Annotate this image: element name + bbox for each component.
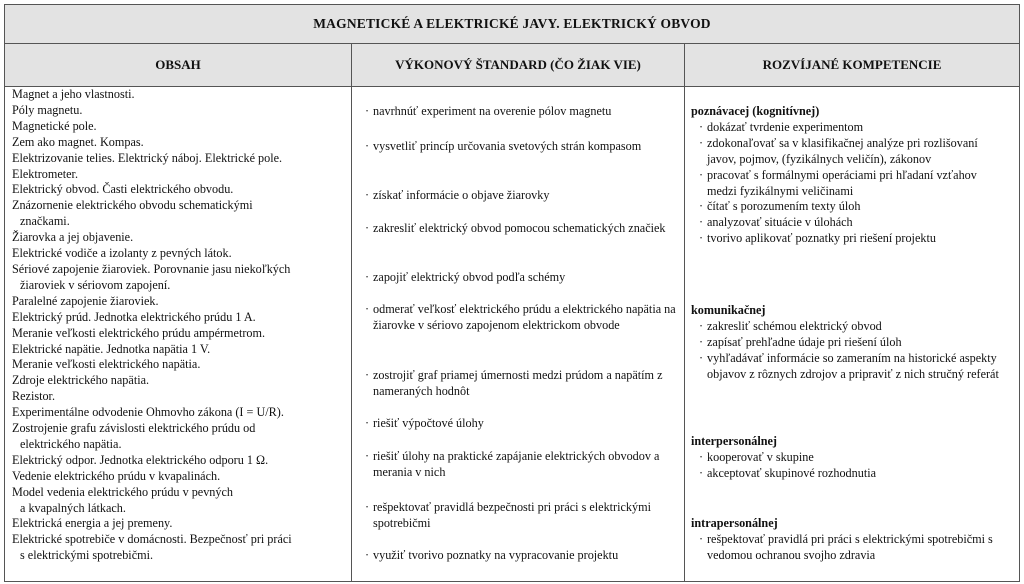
competence-item-text: kooperovať v skupine [707,449,814,464]
competence-group-title: intrapersonálnej [691,516,778,530]
standard-item [365,368,683,400]
standard-item [365,548,683,564]
competence-item [691,319,1009,335]
competence-item-text: zakresliť schémou elektrický obvod [707,318,882,333]
standard-item [365,188,683,204]
bullet-marker: · [365,188,370,202]
obsah-row: Znázornenie elektrického obvodu schematickými [12,198,253,213]
competence-group [691,434,1009,482]
bullet-marker: · [699,215,704,230]
obsah-row: Meranie veľkosti elektrického napätia. [12,357,201,372]
obsah-row: Zem ako magnet. Kompas. [12,134,144,149]
header-obsah: OBSAH [5,44,351,87]
obsah-row: Elektrická energia a jej premeny. [12,516,173,531]
competence-item [691,215,1009,231]
standard-item-text: navrhnúť experiment na overenie pólov magnetu [373,104,612,118]
obsah-row: žiaroviek v sériovom zapojení. [20,277,171,292]
bullet-marker: · [699,231,704,246]
standard-item [365,500,683,532]
standard-item [365,221,683,237]
standard-item [365,416,683,432]
competence-item [691,231,1009,247]
obsah-row: značkami. [20,214,70,229]
bullet-marker: · [365,500,370,514]
standard-item-text: zakresliť elektrický obvod pomocou schematických značiek [373,221,666,235]
standard-item-text: odmerať veľkosť elektrického prúdu a elektrického napätia na žiarovke v sériovo zapojenom elektrickom obvode [373,302,676,332]
obsah-row: Elektrizovanie telies. Elektrický náboj. Elektrické pole. [12,150,283,165]
standard-item [365,302,683,334]
bullet-marker: · [365,139,370,153]
competence-item-text: čítať s porozumením texty úloh [707,199,861,214]
obsah-row: Vedenie elektrického prúdu v kvapalinách. [12,468,221,483]
competence-item-text: rešpektovať pravidlá pri práci s elektrickými spotrebičmi s vedomou ochranou svojho zdravia [707,531,993,562]
obsah-row: Experimentálne odvodenie Ohmovho zákona (I = U/R). [12,405,284,420]
obsah-row: Elektrické spotrebiče v domácnosti. Bezpečnosť pri práci [12,532,292,547]
obsah-row: Žiarovka a jej objavenie. [12,230,134,245]
competence-item [691,351,1009,383]
bullet-marker: · [365,368,370,382]
bullet-marker: · [699,449,704,464]
competence-group [691,516,1009,564]
competence-item [691,532,1009,564]
standard-item [365,449,683,481]
bullet-marker: · [365,302,370,316]
bullet-marker: · [699,318,704,333]
standard-item-text: získať informácie o objave žiarovky [373,188,550,202]
obsah-row: Meranie veľkosti elektrického prúdu ampérmetrom. [12,325,266,340]
standard-item-text: riešiť úlohy na praktické zapájanie elektrických obvodov a merania v nich [373,449,660,479]
competence-item [691,335,1009,351]
bullet-marker: · [699,531,704,546]
competence-item [691,199,1009,215]
column-divider [684,44,685,581]
competence-item [691,450,1009,466]
competence-item-text: dokázať tvrdenie experimentom [707,119,864,134]
standard-item-text: vysvetliť princíp určovania svetových strán kompasom [373,139,642,153]
obsah-row: Elektrický obvod. Časti elektrického obvodu. [12,182,234,197]
obsah-row: Zdroje elektrického napätia. [12,373,150,388]
obsah-row: Paralelné zapojenie žiaroviek. [12,293,159,308]
obsah-row: Elektrický prúd. Jednotka elektrického prúdu 1 A. [12,309,256,324]
obsah-row: Rezistor. [12,389,55,404]
competence-item-text: zapísať prehľadne údaje pri riešení úloh [707,334,902,349]
obsah-row: Model vedenia elektrického prúdu v pevných [12,484,233,499]
standard-item-text: zostrojiť graf priamej úmernosti medzi prúdom a napätím z nameraných hodnôt [373,368,663,398]
competence-item-text: vyhľadávať informácie so zameraním na historické aspekty objavov z rôznych zdrojov a pripraviť z nich stručný referát [707,350,999,381]
bullet-marker: · [699,199,704,214]
obsah-row: Magnet a jeho vlastnosti. [12,87,135,101]
obsah-row: Magnetické pole. [12,118,97,133]
obsah-row: s elektrickými spotrebičmi. [20,548,154,563]
bullet-marker: · [365,104,370,118]
competence-group [691,104,1009,247]
competence-group-title: komunikačnej [691,303,766,317]
competence-item [691,136,1009,168]
standard-item [365,139,683,155]
bullet-marker: · [699,350,704,365]
curriculum-table [4,4,1020,582]
standard-item [365,270,683,286]
competence-item-text: tvorivo aplikovať poznatky pri riešení projektu [707,231,936,246]
header-kompetencie: ROZVÍJANÉ KOMPETENCIE [685,44,1019,87]
obsah-column [12,87,352,564]
obsah-row: Elektrické napätie. Jednotka napätia 1 V. [12,341,211,356]
table-title: MAGNETICKÉ A ELEKTRICKÉ JAVY. ELEKTRICKÝ OBVOD [5,5,1019,44]
competence-item [691,168,1009,200]
obsah-row: Elektrické vodiče a izolanty z pevných látok. [12,246,232,261]
bullet-marker: · [699,167,704,182]
bullet-marker: · [699,119,704,134]
obsah-row: Elektrický odpor. Jednotka elektrického odporu 1 Ω. [12,452,269,467]
bullet-marker: · [699,465,704,480]
bullet-marker: · [365,449,370,463]
obsah-row: Zostrojenie grafu závislosti elektrického prúdu od [12,421,256,436]
standard-item-text: rešpektovať pravidlá bezpečnosti pri práci s elektrickými spotrebičmi [373,500,651,530]
bullet-marker: · [365,270,370,284]
bullet-marker: · [365,548,370,562]
competence-group-title: poznávacej (kognitívnej) [691,104,820,118]
competence-item-text: analyzovať situácie v úlohách [707,215,853,230]
bullet-marker: · [365,221,370,235]
competence-item-text: akceptovať skupinové rozhodnutia [707,465,877,480]
bullet-marker: · [699,135,704,150]
competence-item-text: pracovať s formálnymi operáciami pri hľadaní vzťahov medzi fyzikálnymi veličinami [707,167,977,198]
standard-item-text: zapojiť elektrický obvod podľa schémy [373,270,566,284]
competence-group [691,303,1009,383]
obsah-row: Póly magnetu. [12,102,83,117]
standard-item-text: riešiť výpočtové úlohy [373,416,484,430]
bullet-marker: · [699,334,704,349]
obsah-row: Sériové zapojenie žiaroviek. Porovnanie jasu niekoľkých [12,261,291,276]
standard-item-text: využiť tvorivo poznatky na vypracovanie projektu [373,548,619,562]
header-standard: VÝKONOVÝ ŠTANDARD (ČO ŽIAK VIE) [352,44,684,87]
competence-group-title: interpersonálnej [691,434,777,448]
competence-item-text: zdokonaľovať sa v klasifikačnej analýze pri rozlišovaní javov, pojmov, (fyzikálnych veličín), zákonov [707,135,978,166]
standard-item [365,104,683,120]
obsah-row: a kvapalných látkach. [20,500,126,515]
obsah-row: Elektrometer. [12,166,78,181]
competence-item [691,120,1009,136]
bullet-marker: · [365,416,370,430]
obsah-row: elektrického napätia. [20,436,122,451]
competence-item [691,466,1009,482]
